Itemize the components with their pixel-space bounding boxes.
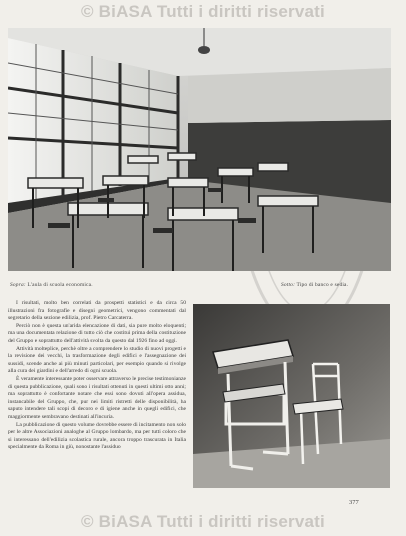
paragraph: La pubblicazione di questo volume dovrebbe essere di incitamento non solo per le altre Associazioni analoghe al Gruppo lombardo, ma per tutti coloro che si interessano dell'edilizia scolastica rurale, ancora troppo trascurata in Italia specialmente da Roma in giù, nonostante l'assiduo <box>8 421 186 451</box>
paragraph: I risultati, molto ben correlati da prospetti statistici e da circa 50 illustrazioni fra fotografie e disegni geometrici, vengono commentati dal segretario della sezione edilizia, prof. Pietro Carcaterra. <box>8 300 186 322</box>
desk-chair-photo <box>193 304 390 488</box>
article-body <box>8 300 186 452</box>
page-number: 377 <box>349 499 359 506</box>
paragraph: Attività molteplice, perchè oltre a comprendere lo studio di nuovi progetti e la revisione dei vecchi, la trasformazione degli edifici e l'assegnazione dei sussidi, scende anche ai più minuti particolari, per esempio quando si rivolge alla cura dei giardini e dell'arredo di ogni scuola. <box>8 345 186 375</box>
classroom-photo <box>8 28 391 271</box>
paragraph: È veramente interessante poter osservare attraverso le precise testimonianze di questa pubblicazione, quali sono i risultati ottenuti in questi ultimi otto anni; ma soprattutto è confortante notare che essi sono dovuti all'opera assidua, instancabile del Gruppo, che, pur nei limiti ristretti delle disponibilità, ha saputo intendere tali scopi di decoro e di igiene anche in quegli edifici, che maggiormente sembravano destinati all'incuria. <box>8 375 186 420</box>
watermark-top: © BiASA Tutti i diritti riservati <box>81 2 325 21</box>
paragraph: Perciò non è questa un'arida elencazione di dati, sia pure molto eloquenti; ma una documentata relazione di tutto ciò che costituì prima della costituzione del Gruppo e soprattutto dell'attività svolta da questo dal 1926 fino ad oggi. <box>8 322 186 344</box>
watermark-bottom: © BiASA Tutti i diritti riservati <box>81 512 325 531</box>
caption-left: Sopra: L'aula di scuola economica. <box>10 282 93 288</box>
caption-right: Sotto: Tipo di banco e sedia. <box>281 282 349 288</box>
